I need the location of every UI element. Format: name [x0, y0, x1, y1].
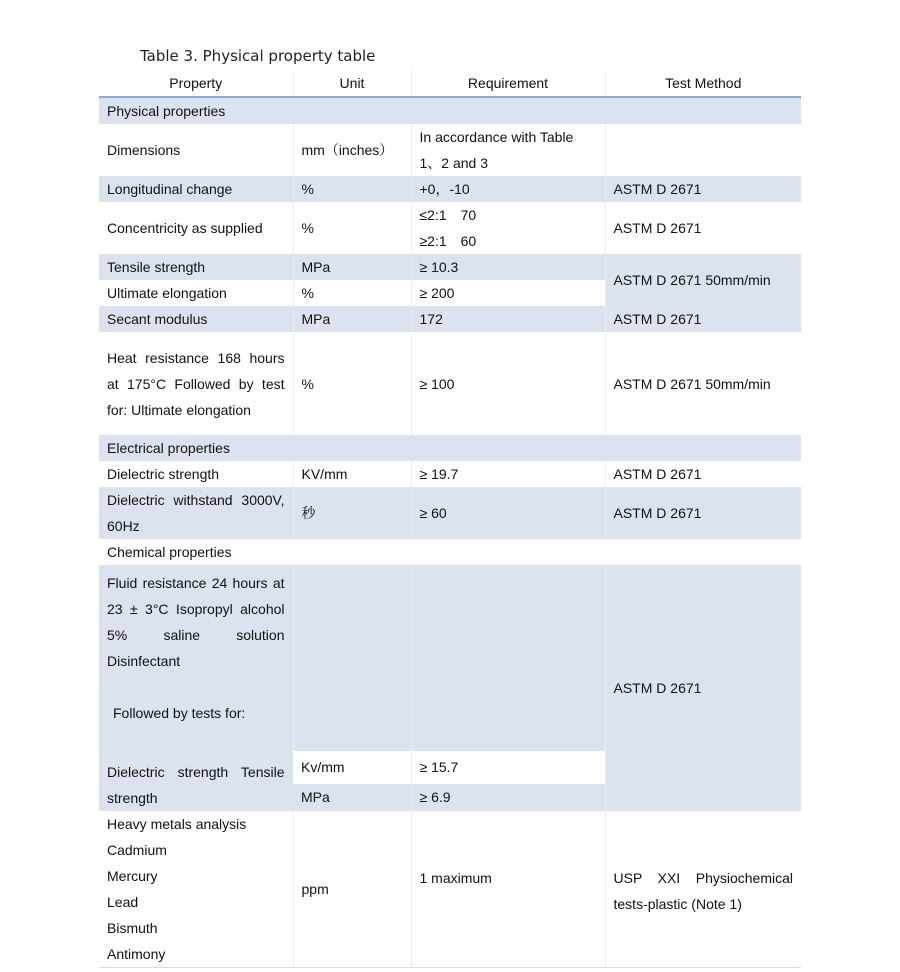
cell-requirement [411, 202, 605, 254]
cell-requirement: ≥ 6.9 [411, 784, 605, 811]
header-test-method: Test Method [605, 70, 801, 97]
cell-unit: KV/mm [293, 461, 411, 487]
cell-property: Dielectric withstand 3000V, 60Hz [99, 487, 293, 539]
cell-requirement: In accordance with Table 1、2 and 3 [411, 124, 605, 176]
header-property: Property [99, 70, 293, 97]
requirement-line-1: ≤2:1 70 [419, 207, 477, 223]
physical-property-table [99, 70, 801, 968]
heavy-metals-item: Lead [107, 894, 139, 910]
cell-requirement: ≥ 100 [411, 332, 605, 435]
header-requirement: Requirement [411, 70, 605, 97]
followed-by-text: Followed by tests for: [113, 705, 246, 721]
cell-test-method: ASTM D 2671 50mm/min [605, 254, 801, 306]
section-row [99, 97, 801, 124]
heavy-metals-item: Antimony [107, 946, 166, 962]
cell-test-method: ASTM D 2671 [605, 176, 801, 202]
header-unit: Unit [293, 70, 411, 97]
cell-requirement: ≥ 60 [411, 487, 605, 539]
cell-test-method: ASTM D 2671 [605, 487, 801, 539]
table-row [99, 332, 801, 435]
cell-property: Secant modulus [99, 306, 293, 332]
cell-unit: MPa [293, 254, 411, 280]
cell-property: Dimensions [107, 142, 181, 158]
cell-unit: Kv/mm [293, 751, 411, 784]
cell-requirement [411, 565, 605, 751]
cell-requirement: +0，-10 [411, 176, 605, 202]
cell-requirement: ≥ 19.7 [411, 461, 605, 487]
cell-requirement: ≥ 200 [411, 280, 605, 306]
cell-property: Longitudinal change [99, 176, 293, 202]
section-physical: Physical properties [99, 97, 801, 124]
cell-requirement: ≥ 15.7 [411, 751, 605, 784]
requirement-line-2: ≥2:1 60 [419, 233, 477, 249]
heavy-metals-item: Bismuth [107, 920, 158, 936]
cell-unit [293, 565, 411, 751]
table-row [99, 461, 801, 487]
cell-unit: % [293, 202, 411, 254]
section-chemical: Chemical properties [107, 544, 232, 560]
cell-unit: ppm [293, 811, 411, 968]
cell-test-method: ASTM D 2671 [605, 202, 801, 254]
cell-test-method: USP XXI Physiochemical tests-plastic (Note 1) [605, 811, 801, 968]
table-row [99, 202, 801, 254]
cell-unit: % [293, 280, 411, 306]
cell-property: Concentricity as supplied [107, 220, 263, 236]
header-row [99, 70, 801, 97]
cell-test-method: ASTM D 2671 [605, 565, 801, 811]
table-row [99, 254, 801, 280]
cell-test-method: ASTM D 2671 [605, 461, 801, 487]
table-row [99, 176, 801, 202]
heavy-metals-item: Cadmium [107, 842, 167, 858]
section-electrical: Electrical properties [99, 435, 801, 461]
cell-property: Heat resistance 168 hours at 175°C Followed by test for: Ultimate elongation [107, 349, 285, 418]
cell-requirement: ≥ 10.3 [411, 254, 605, 280]
table-row [99, 811, 801, 968]
cell-unit: MPa [293, 784, 411, 811]
section-row [99, 435, 801, 461]
cell-unit: mm（inches） [293, 124, 411, 176]
heavy-metals-item: Heavy metals analysis [107, 816, 247, 832]
cell-property [99, 811, 293, 968]
cell-test-method: ASTM D 2671 50mm/min [605, 332, 801, 435]
cell-requirement: 1 maximum [411, 811, 605, 968]
cell-unit: MPa [293, 306, 411, 332]
cell-test-method [605, 124, 801, 176]
table-row [99, 487, 801, 539]
dielectric-tensile-text: Dielectric strength Tensile strength [107, 764, 285, 806]
heavy-metals-item: Mercury [107, 868, 158, 884]
cell-unit: % [293, 332, 411, 435]
section-row [99, 539, 801, 565]
table-row [99, 124, 801, 176]
cell-test-method: ASTM D 2671 [605, 306, 801, 332]
cell-requirement: 172 [411, 306, 605, 332]
cell-property: Ultimate elongation [107, 285, 227, 301]
cell-property: Dielectric strength [107, 466, 220, 482]
table-row [99, 306, 801, 332]
cell-unit: % [293, 176, 411, 202]
cell-property: Tensile strength [99, 254, 293, 280]
table-caption: Table 3. Physical property table [140, 47, 376, 65]
cell-unit: 秒 [293, 487, 411, 539]
cell-property [99, 565, 293, 811]
table-row [99, 565, 801, 751]
fluid-resistance-text: Fluid resistance 24 hours at 23 ± 3°C Isopropyl alcohol 5% saline solution Disinfectant [107, 575, 285, 669]
